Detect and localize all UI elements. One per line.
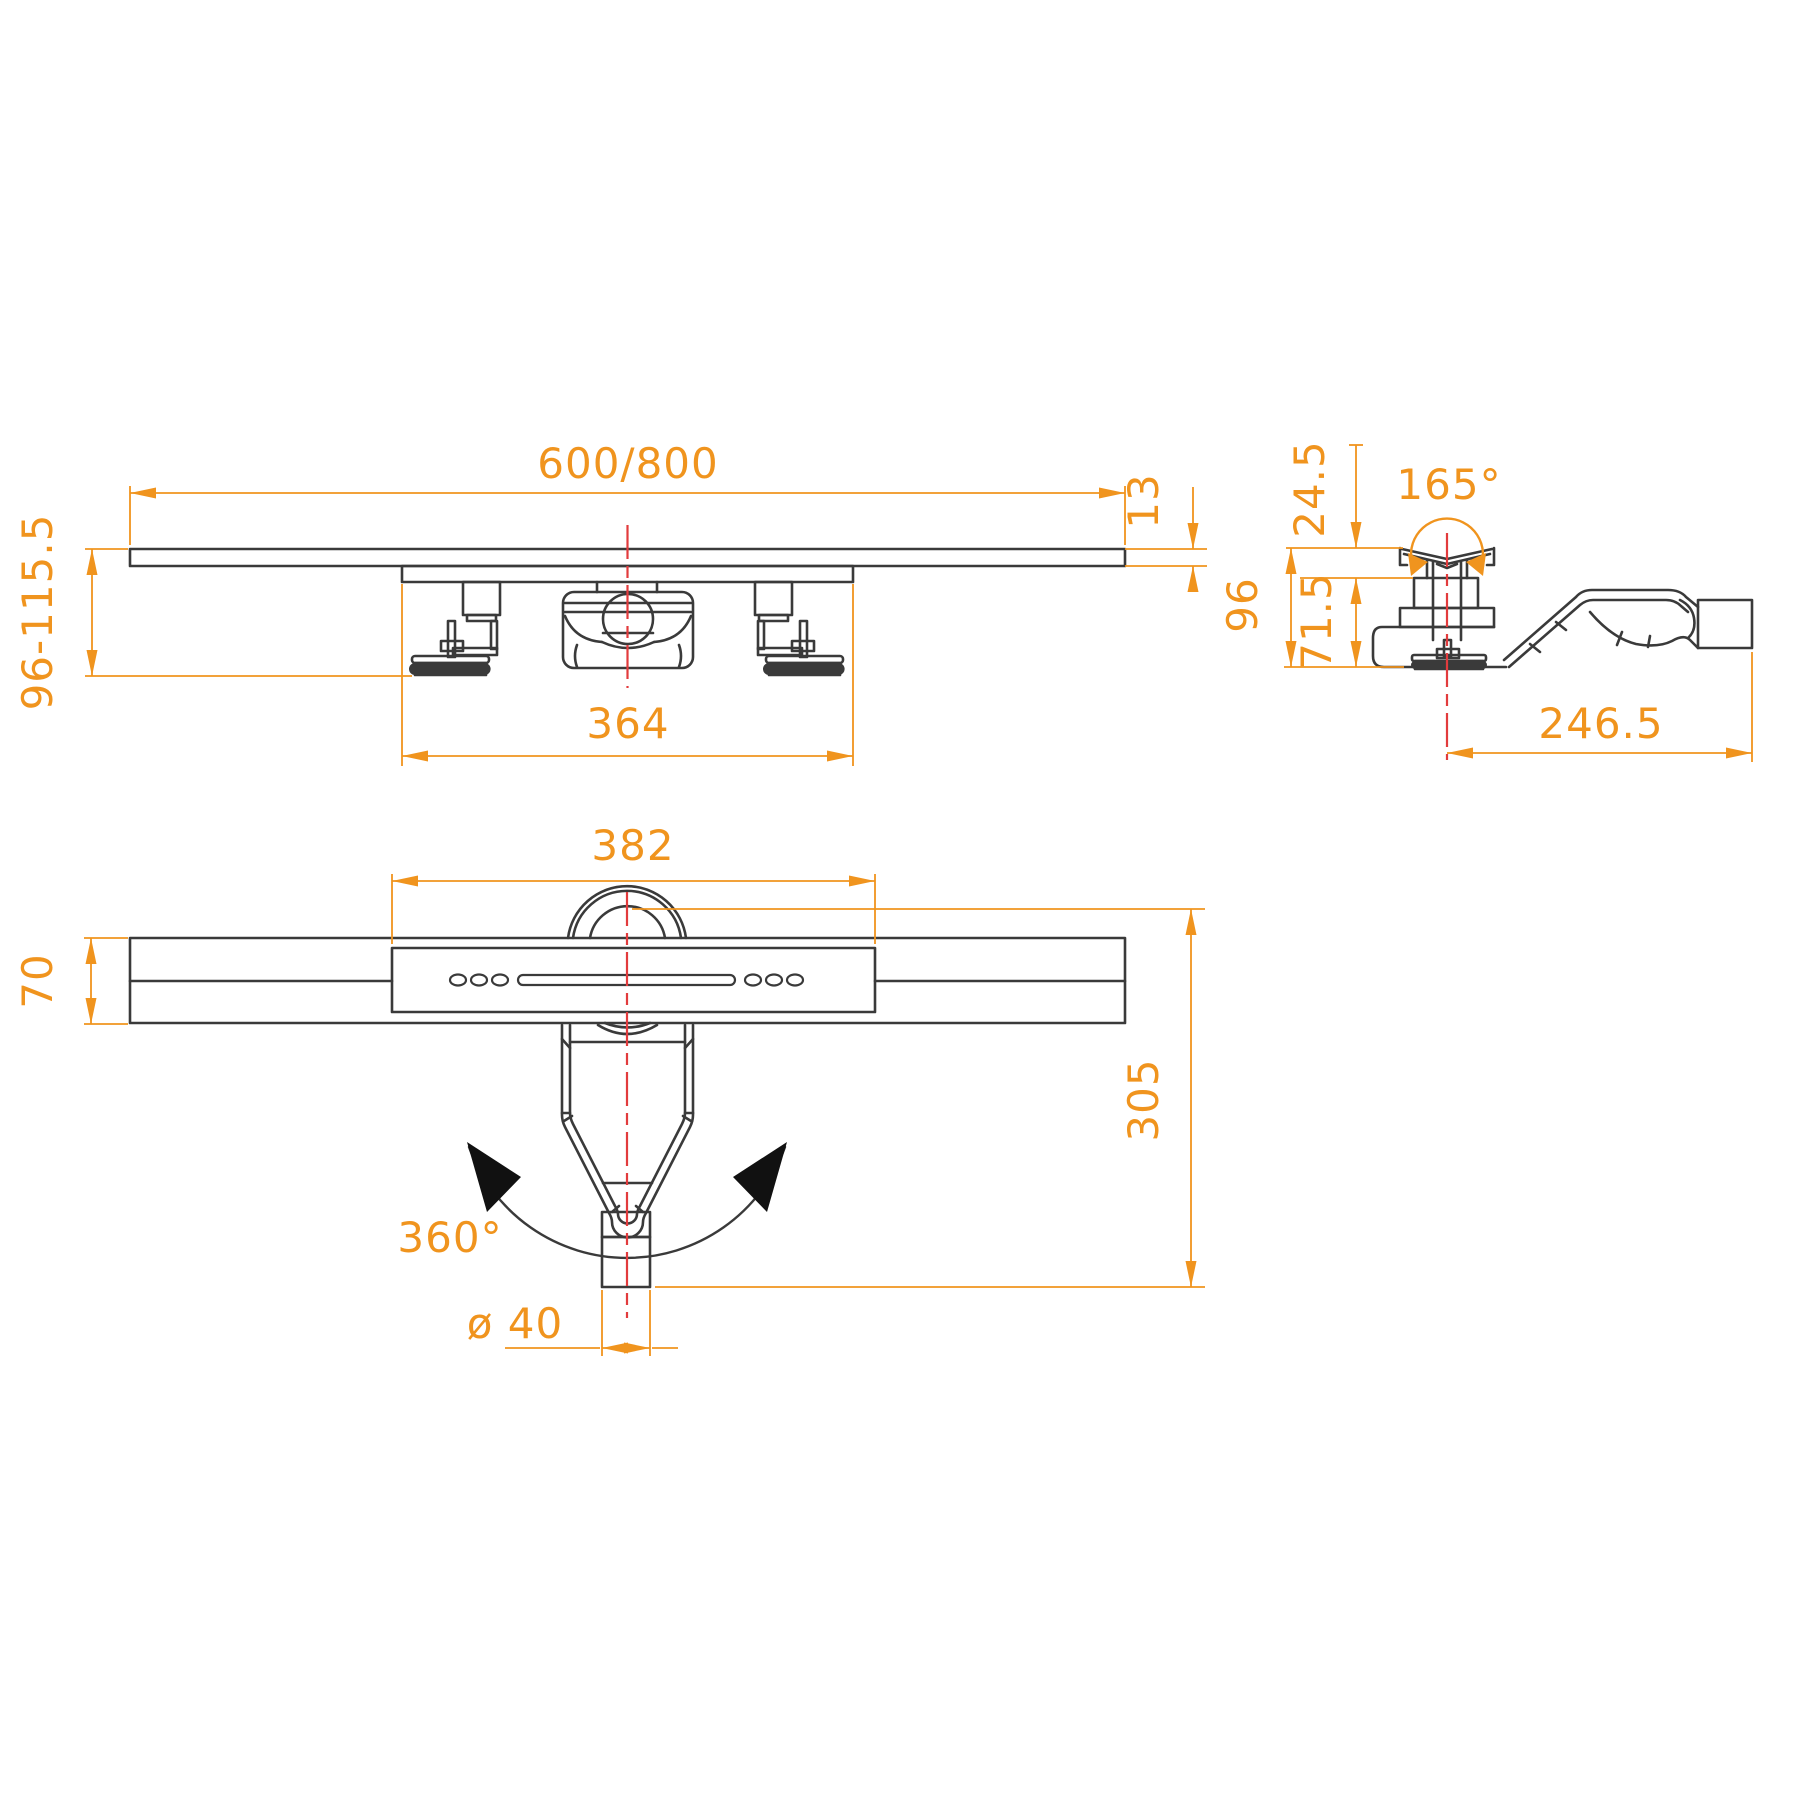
dim-tilt-angle-label: 165° [1396,460,1502,509]
outlet-arm [1504,590,1698,667]
adjustable-foot-left [412,582,500,675]
dim-channel-length-label: 382 [591,821,675,870]
dim-overall-width-label: 600/800 [537,439,719,488]
adjustable-foot-side [1412,640,1486,669]
adjustable-foot-right [755,582,843,675]
plan-view [13,821,1205,1356]
dim-rotation-label: 360° [397,1213,503,1262]
dim-top-height-label: 24.5 [1285,440,1334,538]
dim-outlet-reach-label: 246.5 [1538,699,1664,748]
dim-body-width-label: 364 [586,699,670,748]
side-view-dimensions [1284,445,1752,762]
front-view-labels [13,439,1168,748]
dim-install-height-label: 96-115.5 [13,513,62,711]
dim-channel-width-label: 70 [13,953,62,1009]
dim-total-height-label: 96 [1218,577,1267,633]
side-view-labels [1218,440,1664,748]
outlet-pipe-stub [1698,600,1752,648]
dim-pipe-diameter-label: ø 40 [466,1299,564,1348]
rotation-arrow-right [733,1142,787,1212]
side-view [1218,440,1752,762]
dim-edge-thickness-label: 13 [1119,473,1168,529]
dim-overall-depth-label: 305 [1119,1058,1168,1142]
dim-lower-height-label: 71.5 [1292,572,1341,670]
rotation-arrow-left [467,1142,521,1212]
plan-view-dimensions [84,874,1205,1356]
front-view [13,439,1207,766]
side-view-linework [1373,548,1752,669]
